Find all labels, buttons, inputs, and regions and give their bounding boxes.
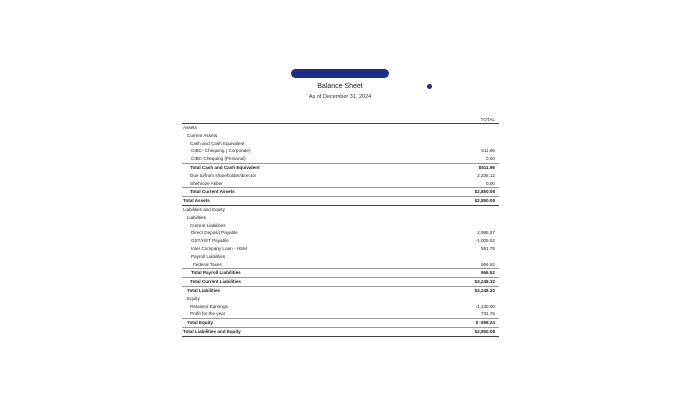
table-row	[182, 303, 499, 311]
row-label: Profit for the year	[190, 311, 226, 317]
row-value: $2,850.08	[474, 189, 495, 195]
table-row	[182, 237, 499, 245]
report-date: As of December 31, 2024	[308, 94, 372, 100]
row-label: Total Current Liabilities	[190, 279, 241, 285]
row-value: -1,130.00	[475, 303, 495, 309]
table-row	[182, 295, 499, 303]
table-row	[182, 318, 499, 327]
table-row	[182, 172, 499, 180]
row-value: $2,850.08	[474, 328, 495, 334]
table-body	[182, 124, 499, 337]
row-label: Total Liabilities and Equity	[183, 328, 241, 334]
row-value: 591.75	[480, 245, 495, 251]
row-value: $ -398.24	[475, 320, 495, 326]
table-row	[182, 132, 499, 140]
row-value: 0.00	[486, 156, 495, 162]
row-label: Total Liabilities	[187, 287, 221, 293]
row-label: Federal Taxes	[193, 261, 222, 267]
row-label: Total Current Assets	[190, 189, 235, 195]
table-row	[182, 222, 499, 230]
table-row	[182, 327, 499, 337]
row-value: $3,248.32	[474, 279, 495, 285]
table-row	[182, 140, 499, 148]
row-value: 511.96	[481, 148, 495, 154]
row-value: $2,850.08	[474, 198, 495, 204]
row-value: 0.00	[486, 180, 495, 186]
row-label: Total Equity	[187, 320, 213, 326]
row-label: Inter Company Loan - HSM	[191, 245, 247, 251]
table-row	[182, 310, 499, 318]
row-label: Liabilities and Equity	[183, 206, 225, 212]
row-label: Due to/from shareholder/director	[190, 172, 257, 178]
table-row	[182, 147, 499, 155]
row-label: Total Payroll Liabilities	[191, 270, 241, 276]
report-title: Balance Sheet	[317, 83, 363, 90]
table-row	[182, 261, 499, 269]
row-value: 731.76	[480, 311, 495, 317]
row-label: Direct Deposit Payable	[191, 230, 238, 236]
table-row	[182, 155, 499, 163]
row-label: Current Liabilities	[190, 222, 226, 228]
row-label: Liabilities	[187, 214, 206, 220]
redacted-company-name	[291, 69, 389, 78]
row-label: Retained Earnings	[190, 303, 228, 309]
table-row	[182, 253, 499, 261]
table-row	[182, 180, 499, 188]
row-label: Total Assets	[183, 198, 210, 204]
row-label: Assets	[183, 125, 197, 130]
row-label: GST/HST Payable	[191, 238, 229, 244]
row-value: 666.52	[480, 270, 495, 276]
row-label: Shehroze Akber	[190, 180, 223, 186]
row-label: Payroll Liabilities	[191, 253, 226, 259]
row-label: CIBC-Chequing (Personal)	[191, 156, 246, 162]
table-row	[182, 214, 499, 222]
row-value: 2,338.12	[477, 172, 495, 178]
table-row	[182, 245, 499, 253]
row-label: Cash and Cash Equivalent	[190, 140, 245, 146]
table-row	[182, 196, 499, 206]
table-row	[182, 163, 499, 172]
row-value: $3,248.32	[474, 287, 495, 293]
table-header	[182, 115, 499, 124]
table-row	[182, 277, 499, 286]
table-row	[182, 124, 499, 132]
column-header-total: TOTAL	[480, 117, 495, 122]
row-value: 2,995.57	[477, 230, 495, 236]
row-value: -1,005.52	[475, 238, 495, 244]
row-label: Equity	[187, 295, 200, 301]
table-row	[182, 268, 499, 277]
balance-sheet-table	[182, 115, 499, 337]
row-value: 666.52	[480, 261, 495, 267]
table-row	[182, 187, 499, 196]
table-row	[182, 206, 499, 214]
table-row	[182, 286, 499, 295]
table-row	[182, 229, 499, 237]
row-label: CIBC- Chequing ( Corporate)	[191, 148, 251, 154]
row-label: Current Assets	[187, 132, 218, 138]
row-label: Total Cash and Cash Equivalent	[190, 164, 260, 170]
row-value: $511.96	[478, 164, 495, 170]
